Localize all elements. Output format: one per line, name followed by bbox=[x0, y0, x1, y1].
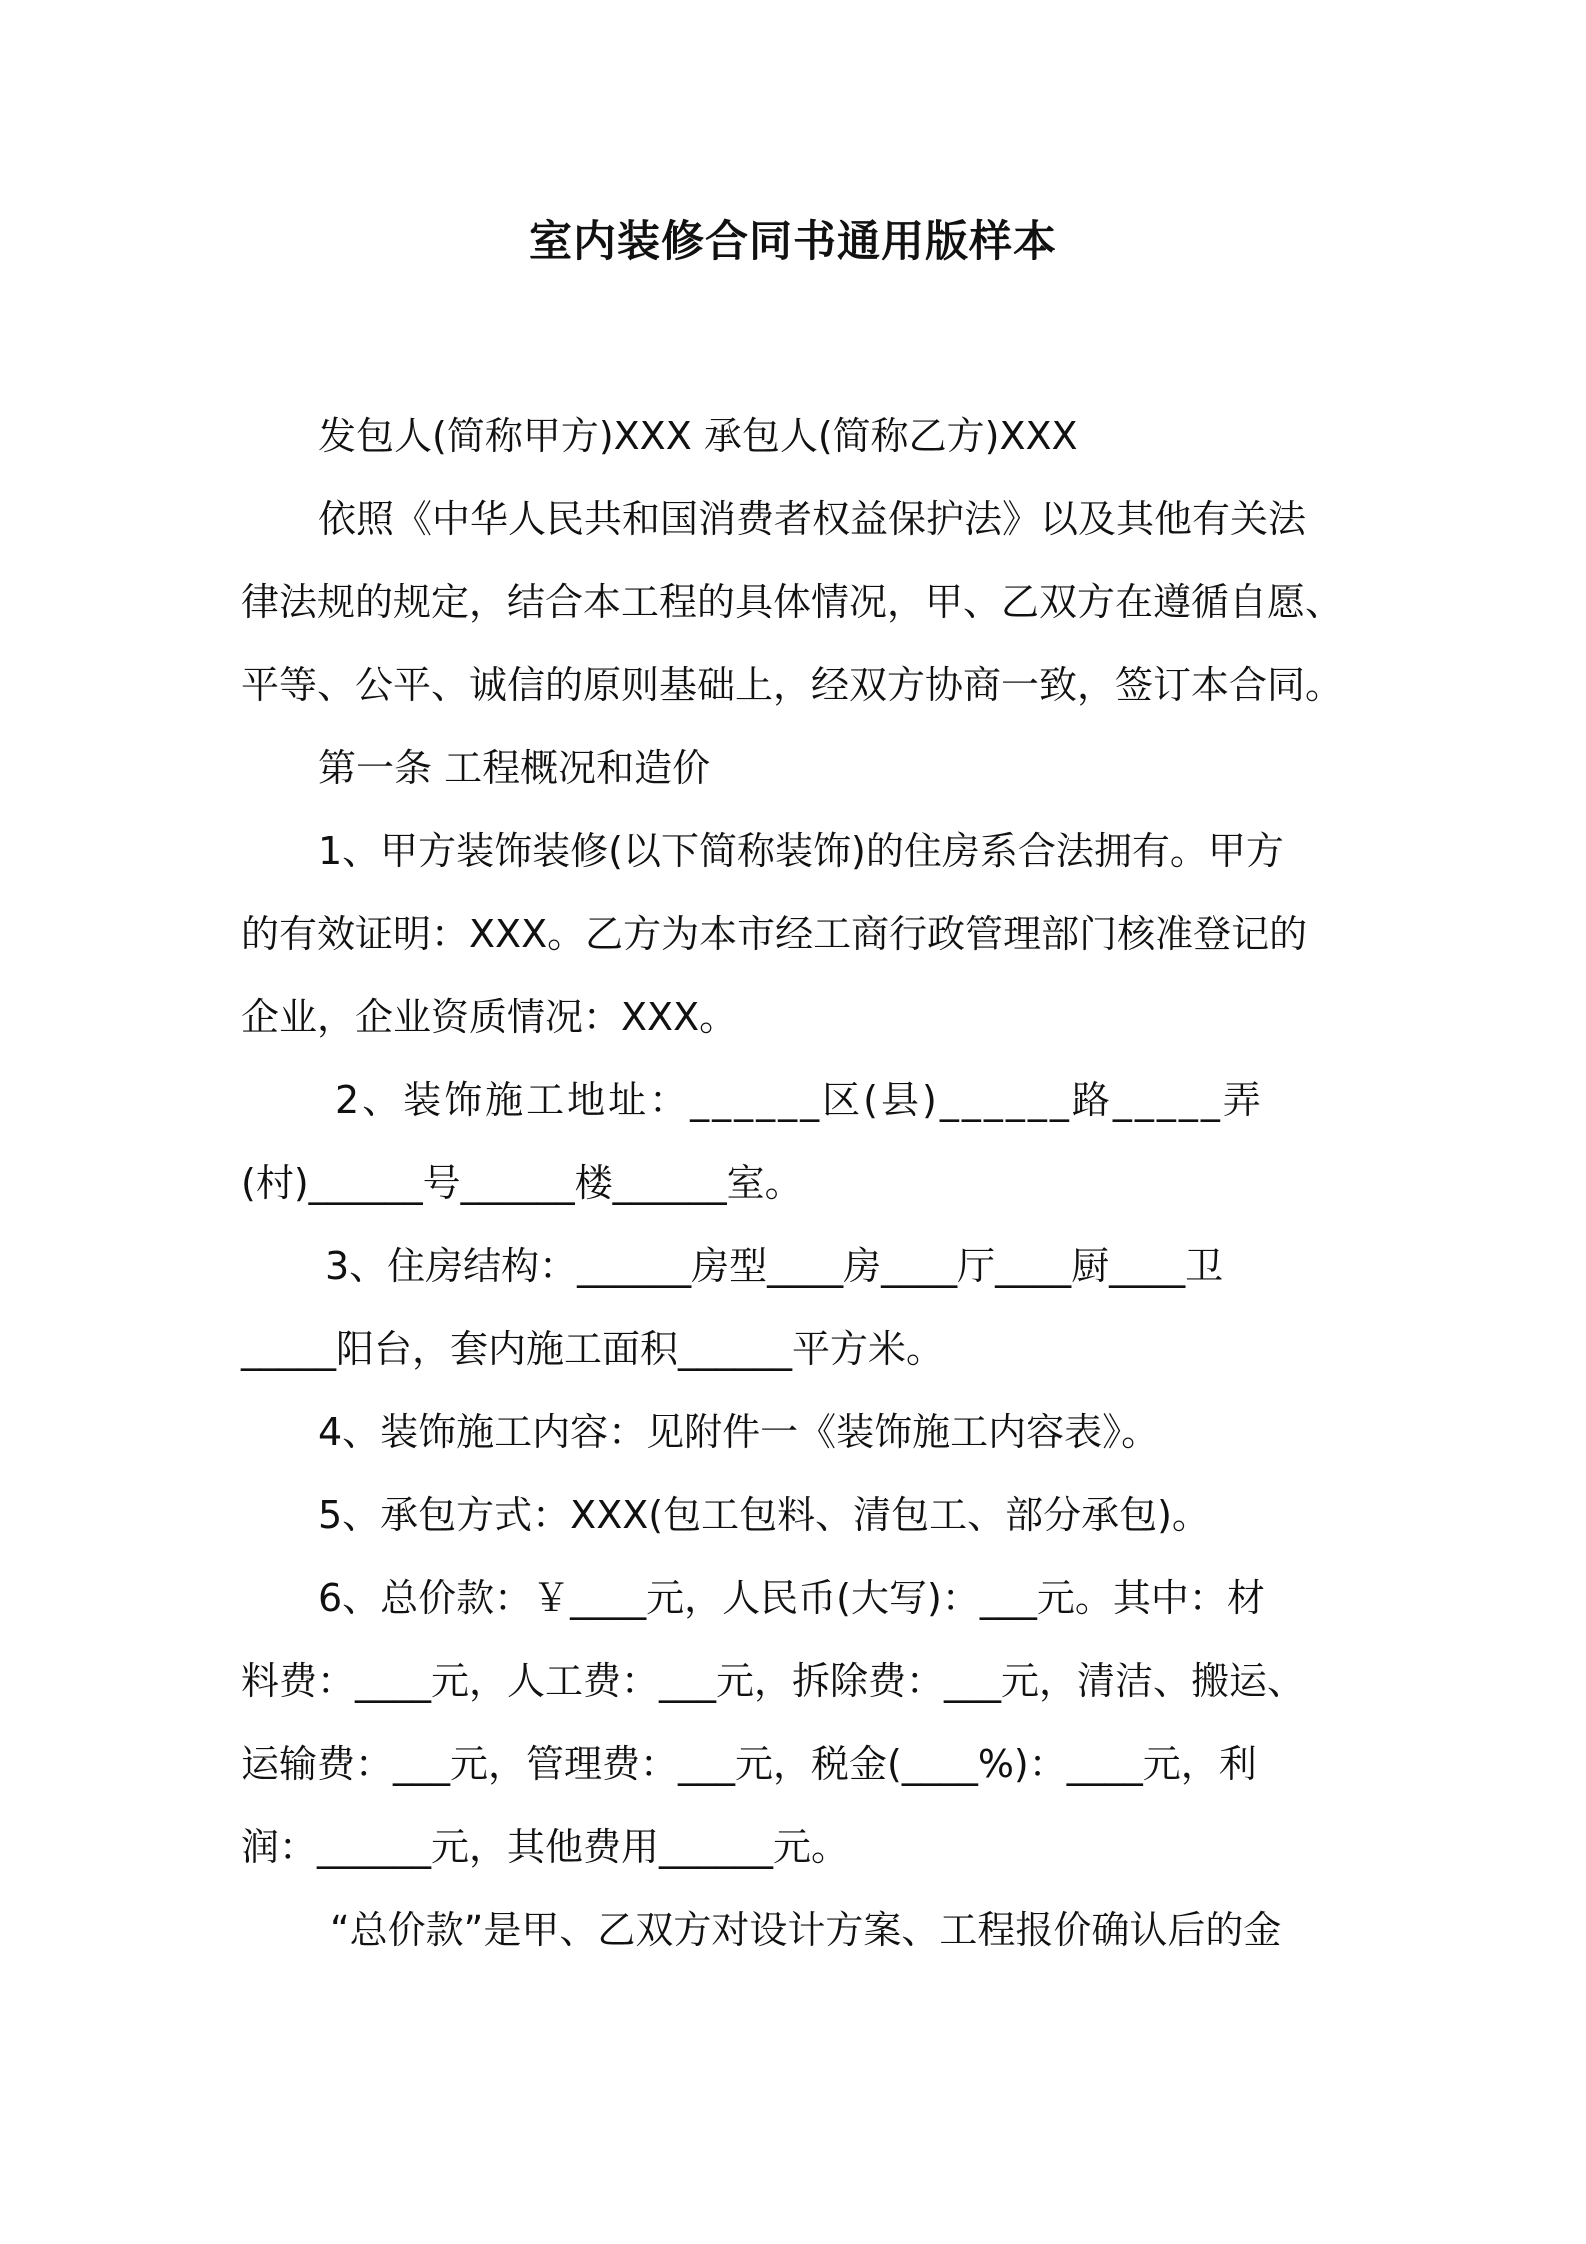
address-line: (村)______号______楼______室。 bbox=[241, 1161, 803, 1205]
price-line: 润：______元，其他费用______元。 bbox=[241, 1825, 850, 1869]
paragraph-line: 依照《中华人民共和国消费者权益保护法》以及其他有关法 bbox=[318, 497, 1307, 541]
price-line: 料费：____元，人工费：___元，拆除费：___元，清洁、搬运、 bbox=[241, 1659, 1306, 1703]
parties-line: 发包人(简称甲方)XXX 承包人(简称乙方)XXX bbox=[318, 414, 1078, 458]
paragraph-line: 的有效证明：XXX。乙方为本市经工商行政管理部门核准登记的 bbox=[241, 912, 1308, 956]
price-line: 6、总价款：￥____元，人民币(大写)：___元。其中：材 bbox=[318, 1576, 1265, 1620]
structure-line: _____阳台，套内施工面积______平方米。 bbox=[241, 1327, 945, 1371]
content-line: 4、装饰施工内容：见附件一《装饰施工内容表》。 bbox=[318, 1410, 1160, 1454]
paragraph-line: 律法规的规定，结合本工程的具体情况，甲、乙双方在遵循自愿、 bbox=[241, 580, 1344, 624]
section-heading: 第一条 工程概况和造价 bbox=[318, 746, 711, 790]
contract-mode-line: 5、承包方式：XXX(包工包料、清包工、部分承包)。 bbox=[318, 1493, 1210, 1537]
structure-line: 3、住房结构：______房型____房____厅____厨____卫 bbox=[325, 1244, 1224, 1288]
paragraph-line: 1、甲方装饰装修(以下简称装饰)的住房系合法拥有。甲方 bbox=[318, 829, 1284, 873]
price-line: 运输费：___元，管理费：___元，税金(____%)：____元，利 bbox=[241, 1742, 1257, 1786]
document-title: 室内装修合同书通用版样本 bbox=[529, 217, 1057, 267]
paragraph-line: 企业，企业资质情况：XXX。 bbox=[241, 995, 738, 1039]
paragraph-line: 平等、公平、诚信的原则基础上，经双方协商一致，签订本合同。 bbox=[241, 663, 1344, 707]
address-line: 2、装饰施工地址：______区(县)______路_____弄 bbox=[335, 1078, 1264, 1122]
paragraph-line: “总价款”是甲、乙双方对设计方案、工程报价确认后的金 bbox=[330, 1908, 1282, 1952]
